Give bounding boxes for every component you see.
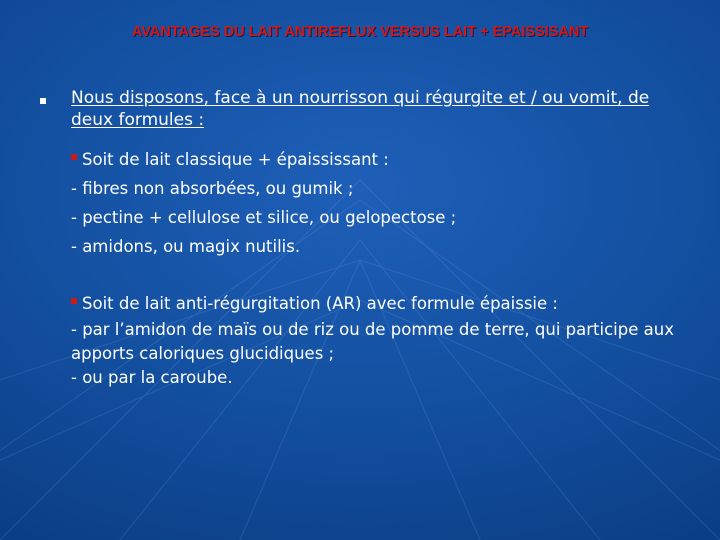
list-item: - fibres non absorbées, ou gumik ; bbox=[71, 179, 354, 198]
square-bullet-icon bbox=[40, 98, 46, 104]
option-heading bbox=[71, 290, 681, 318]
red-bullet-icon bbox=[71, 298, 77, 304]
intro-text: Nous disposons, face à un nourrisson qui régurgite et / ou vomit, de deux formules : bbox=[71, 88, 650, 130]
option-heading bbox=[71, 145, 456, 174]
list-item: - pectine + cellulose et silice, ou gelopectose ; bbox=[71, 208, 457, 227]
option-heading-text: Soit de lait anti-régurgitation (AR) avec formule épaissie : bbox=[82, 294, 558, 313]
list-item: - ou par la caroube. bbox=[71, 368, 233, 387]
list-item: - par l’amidon de maïs ou de riz ou de pomme de terre, qui participe aux apports caloriques glucidiques ; bbox=[71, 320, 674, 363]
option-heading-text: Soit de lait classique + épaississant : bbox=[82, 150, 389, 169]
red-bullet-icon bbox=[71, 154, 77, 160]
list-item: - amidons, ou magix nutilis. bbox=[71, 237, 301, 256]
option-ar-milk bbox=[71, 290, 681, 390]
slide-title: AVANTAGES DU LAIT ANTIREFLUX VERSUS LAIT + EPAISSISANT bbox=[131, 24, 589, 40]
option-classic-milk bbox=[71, 145, 456, 261]
